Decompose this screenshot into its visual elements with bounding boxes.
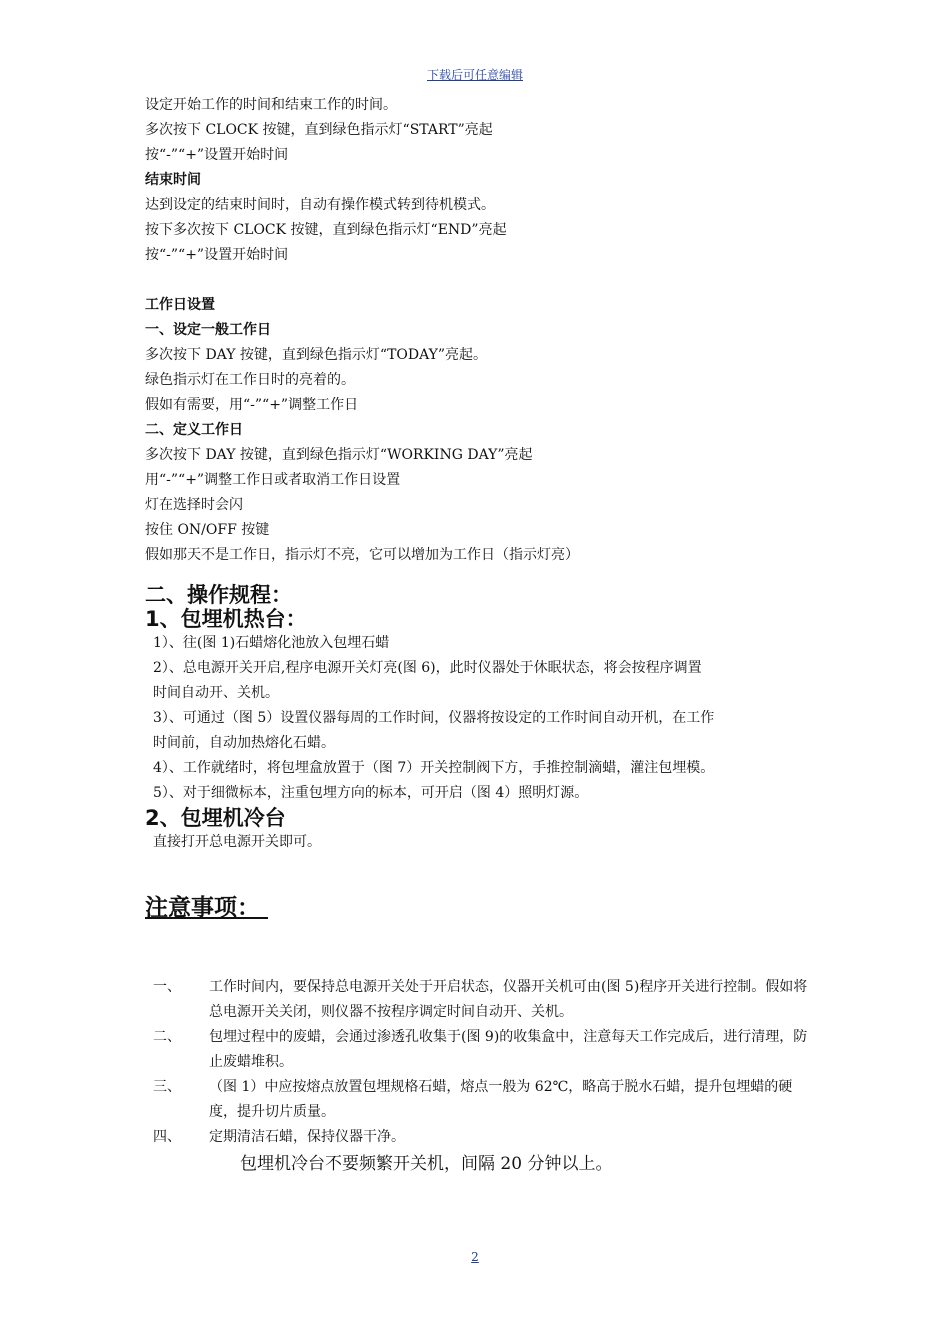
notice-list <box>145 975 815 1178</box>
paragraph-line: 多次按下 CLOCK 按键，直到绿色指示灯“START”亮起 <box>145 122 493 138</box>
notice-item-number: 一、 <box>153 979 181 995</box>
notice-item-text: 定期清洁石蜡，保持仪器干净。 <box>209 1129 405 1145</box>
closing-remark: 包埋机冷台不要频繁开关机，间隔 20 分钟以上。 <box>240 1154 613 1174</box>
section-subtitle-hot-stage: 1、包埋机热台： <box>145 607 307 631</box>
subheading-workday-settings: 工作日设置 <box>145 297 215 313</box>
paragraph-line: 灯在选择时会闪 <box>145 497 243 513</box>
list-item-text: 1）、往(图 1)石蜡熔化池放入包埋石蜡 <box>153 635 390 651</box>
paragraph-line: 直接打开总电源开关即可。 <box>153 834 321 850</box>
section-title-operation: 二、操作规程： <box>145 583 292 607</box>
notice-item-text: 包埋过程中的废蜡，会通过渗透孔收集于(图 9)的收集盒中，注意每天工作完成后，进行清理，防止废蜡堆积。 <box>209 1029 808 1070</box>
list-item <box>145 781 815 806</box>
list-item-text: 5）、对于细微标本，注重包埋方向的标本，可开启（图 4）照明灯源。 <box>153 785 589 801</box>
page-number-link[interactable]: 2 <box>471 1250 479 1264</box>
notice-item <box>145 1025 815 1075</box>
notice-item-number: 四、 <box>153 1129 181 1145</box>
notice-item <box>145 1075 815 1125</box>
list-item <box>145 656 815 706</box>
notice-title: 注意事项： <box>145 895 269 921</box>
page-header-link[interactable]: 下载后可任意编辑 <box>426 68 523 82</box>
subheading-general-workday: 一、设定一般工作日 <box>145 322 271 338</box>
list-item <box>145 631 815 656</box>
notice-item-number: 二、 <box>153 1029 181 1045</box>
subheading-end-time: 结束时间 <box>145 172 201 188</box>
paragraph-line: 用“-”“+”调整工作日或者取消工作日设置 <box>145 472 401 488</box>
list-item-text: 4）、工作就绪时，将包埋盒放置于（图 7）开关控制阀下方，手推控制滴蜡，灌注包埋模。 <box>153 760 715 776</box>
paragraph-line: 多次按下 DAY 按键，直到绿色指示灯“TODAY”亮起。 <box>145 347 488 363</box>
blank-line <box>145 268 815 293</box>
paragraph-line: 多次按下 DAY 按键，直到绿色指示灯“WORKING DAY”亮起 <box>145 447 533 463</box>
paragraph-line: 设定开始工作的时间和结束工作的时间。 <box>145 97 397 113</box>
paragraph-line: 按“-”“+”设置开始时间 <box>145 147 289 163</box>
list-item-text: 2）、总电源开关开启,程序电源开关灯亮(图 6)，此时仪器处于休眠状态，将会按程序调置 <box>153 660 702 676</box>
notice-item-text: 工作时间内，要保持总电源开关处于开启状态，仪器开关机可由(图 5)程序开关进行控制。假如将总电源开关关闭，则仪器不按程序调定时间自动开、关机。 <box>209 979 808 1020</box>
paragraph-line: 达到设定的结束时间时，自动有操作模式转到待机模式。 <box>145 197 495 213</box>
notice-item <box>145 975 815 1025</box>
paragraph-line: 假如那天不是工作日，指示灯不亮，它可以增加为工作日（指示灯亮） <box>145 547 579 563</box>
document-body <box>145 93 815 1178</box>
paragraph-line: 按住 ON/OFF 按键 <box>145 522 270 538</box>
paragraph-line: 按下多次按下 CLOCK 按键，直到绿色指示灯“END”亮起 <box>145 222 507 238</box>
notice-item-text: （图 1）中应按熔点放置包埋规格石蜡，熔点一般为 62℃，略高于脱水石蜡，提升包埋蜡的硬度，提升切片质量。 <box>209 1079 793 1120</box>
list-item-text-continued: 时间前，自动加热熔化石蜡。 <box>153 735 335 751</box>
section-subtitle-cold-stage: 2、包埋机冷台 <box>145 806 286 830</box>
list-item-text-continued: 时间自动开、关机。 <box>153 685 279 701</box>
list-item-text: 3）、可通过（图 5）设置仪器每周的工作时间，仪器将按设定的工作时间自动开机，在工作 <box>153 710 715 726</box>
list-item <box>145 706 815 756</box>
subheading-define-workday: 二、定义工作日 <box>145 422 243 438</box>
list-item <box>145 756 815 781</box>
notice-item <box>145 1125 815 1150</box>
notice-item-number: 三、 <box>153 1079 181 1095</box>
paragraph-line: 绿色指示灯在工作日时的亮着的。 <box>145 372 355 388</box>
paragraph-line: 假如有需要，用“-”“+”调整工作日 <box>145 397 359 413</box>
paragraph-line: 按“-”“+”设置开始时间 <box>145 247 289 263</box>
